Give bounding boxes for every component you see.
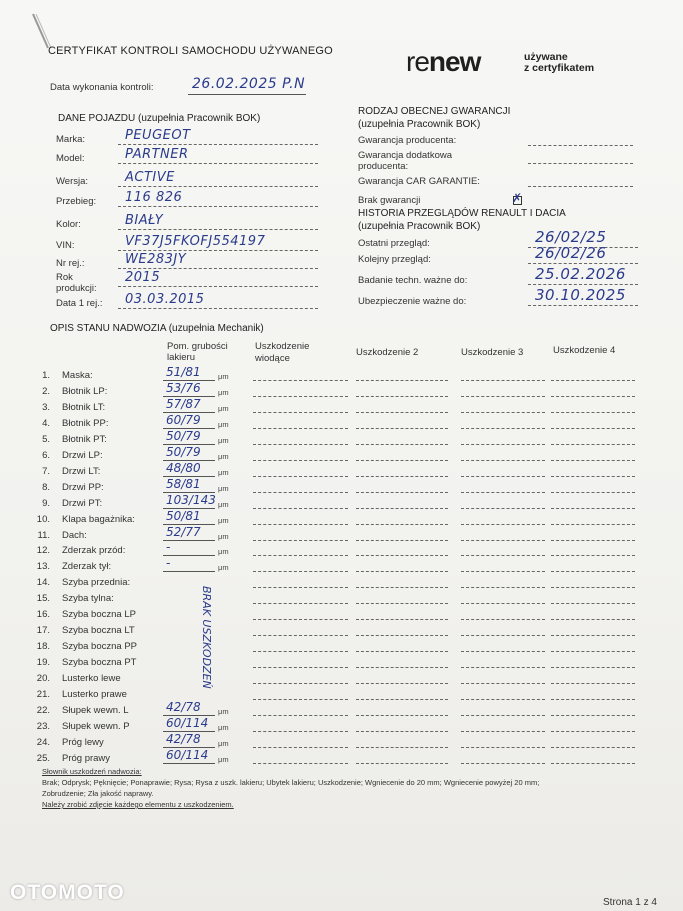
vehicle-field-line	[118, 163, 318, 164]
vehicle-section-title: DANE POJAZDU (uzupełnia Pracownik BOK)	[58, 113, 261, 124]
row-label: Lusterko prawe	[62, 689, 127, 700]
damage-1-line	[253, 571, 348, 572]
damage-4-line	[551, 619, 635, 620]
paint-thickness-value: 103/143	[166, 493, 216, 507]
row-label: Zderzak przód:	[62, 545, 126, 556]
unit-label: μm	[218, 372, 229, 381]
col-paint-header-1: Pom. grubości	[167, 341, 228, 352]
warranty-section-subtitle: (uzupełnia Pracownik BOK)	[358, 119, 481, 130]
damage-1-line	[253, 428, 348, 429]
row-label: Błotnik LT:	[62, 402, 106, 413]
damage-3-line	[461, 555, 545, 556]
damage-2-line	[356, 555, 448, 556]
damage-4-line	[551, 715, 635, 716]
damage-1-line	[253, 412, 348, 413]
damage-1-line	[253, 667, 348, 668]
vehicle-field-value: 2015	[125, 270, 161, 285]
damage-1-line	[253, 508, 348, 509]
damage-3-line	[461, 524, 545, 525]
unit-label: μm	[218, 516, 229, 525]
damage-4-line	[551, 460, 635, 461]
damage-2-line	[356, 603, 448, 604]
row-number: 6.	[42, 450, 50, 461]
damage-4-line	[551, 683, 635, 684]
history-value: 26/02/26	[535, 244, 607, 262]
damage-2-line	[356, 492, 448, 493]
vehicle-field-label: Przebieg:	[56, 196, 97, 207]
damage-3-line	[461, 651, 545, 652]
damage-2-line	[356, 476, 448, 477]
damage-3-line	[461, 603, 545, 604]
damage-4-line	[551, 396, 635, 397]
row-label: Słupek wewn. P	[62, 721, 130, 732]
warranty-line	[528, 163, 633, 164]
damage-3-line	[461, 683, 545, 684]
damage-4-line	[551, 380, 635, 381]
damage-1-line	[253, 715, 348, 716]
row-label: Drzwi PT:	[62, 498, 103, 509]
paint-line	[163, 763, 215, 764]
damage-4-line	[551, 603, 635, 604]
row-label: Drzwi LP:	[62, 450, 103, 461]
footnote-line-1: Brak; Odprysk; Pęknięcie; Ponaprawie; Rysa; Rysa z uszk. lakieru; Ubytek lakieru; Uszkodzenie; Wgniecenie do 20 mm; Wgniecenie powyżej 20 mm;	[42, 778, 540, 787]
warranty-section-title: RODZAJ OBECNEJ GWARANCJI	[358, 106, 511, 117]
history-label: Ostatni przegląd:	[358, 238, 430, 249]
unit-label: μm	[218, 404, 229, 413]
vehicle-field-label: Data 1 rej.:	[56, 298, 103, 309]
damage-3-line	[461, 508, 545, 509]
row-number: 12.	[36, 545, 50, 556]
unit-label: μm	[218, 452, 229, 461]
row-label: Szyba boczna PP	[62, 641, 137, 652]
damage-1-line	[253, 460, 348, 461]
damage-1-line	[253, 476, 348, 477]
paint-thickness-value: 58/81	[166, 477, 201, 491]
damage-2-line	[356, 540, 448, 541]
footnote-line-2: Zobrudzenie; Zła jakość naprawy.	[42, 789, 154, 798]
paint-thickness-value: 51/81	[166, 365, 201, 379]
paint-thickness-value: 42/78	[166, 700, 201, 714]
damage-2-line	[356, 396, 448, 397]
date-value: 26.02.2025 P.N	[192, 76, 306, 92]
paint-thickness-value: -	[166, 540, 171, 554]
damage-1-line	[253, 540, 348, 541]
damage-1-line	[253, 444, 348, 445]
damage-2-line	[356, 699, 448, 700]
row-label: Szyba boczna PT	[62, 657, 137, 668]
paint-thickness-value: 50/81	[166, 509, 201, 523]
row-number: 4.	[42, 418, 50, 429]
paint-thickness-value: 52/77	[166, 525, 201, 539]
row-number: 21.	[36, 689, 50, 700]
damage-4-line	[551, 476, 635, 477]
vehicle-field-label: Wersja:	[56, 176, 89, 187]
damage-1-line	[253, 619, 348, 620]
damage-3-line	[461, 380, 545, 381]
col-damage-3-header: Uszkodzenie 3	[461, 347, 524, 358]
damage-4-line	[551, 492, 635, 493]
unit-label: μm	[218, 468, 229, 477]
vehicle-field-line	[118, 268, 318, 269]
warranty-label: Gwarancja dodatkowa	[358, 150, 452, 161]
damage-1-line	[253, 587, 348, 588]
date-label: Data wykonania kontroli:	[50, 82, 154, 93]
history-value: 30.10.2025	[535, 286, 626, 304]
damage-3-line	[461, 492, 545, 493]
row-number: 19.	[36, 657, 50, 668]
row-number: 3.	[42, 402, 50, 413]
vehicle-field-line	[118, 308, 318, 309]
history-line	[528, 305, 638, 306]
damage-2-line	[356, 444, 448, 445]
logo-tagline-1: używane	[524, 51, 568, 63]
damage-2-line	[356, 524, 448, 525]
vehicle-field-label-2: produkcji:	[56, 283, 97, 294]
damage-4-line	[551, 763, 635, 764]
vehicle-field-value: VF37J5FKOFJ554197	[125, 234, 266, 249]
damage-2-line	[356, 683, 448, 684]
vehicle-field-value: PARTNER	[125, 147, 189, 162]
footnote-line-3: Należy zrobić zdjęcie każdego elementu z uszkodzeniem.	[42, 800, 234, 809]
damage-2-line	[356, 747, 448, 748]
vehicle-field-label: Nr rej.:	[56, 258, 85, 269]
damage-3-line	[461, 667, 545, 668]
damage-3-line	[461, 571, 545, 572]
warranty-label: Gwarancja producenta:	[358, 135, 457, 146]
damage-2-line	[356, 508, 448, 509]
unit-label: μm	[218, 723, 229, 732]
row-number: 25.	[36, 753, 50, 764]
damage-2-line	[356, 667, 448, 668]
damage-4-line	[551, 508, 635, 509]
row-label: Błotnik PP:	[62, 418, 109, 429]
row-label: Próg lewy	[62, 737, 104, 748]
warranty-label: Gwarancja CAR GARANTIE:	[358, 176, 480, 187]
vehicle-field-value: WE283JY	[125, 252, 187, 267]
damage-2-line	[356, 763, 448, 764]
row-label: Szyba przednia:	[62, 577, 131, 588]
damage-1-line	[253, 396, 348, 397]
row-number: 22.	[36, 705, 50, 716]
col-damage-2-header: Uszkodzenie 2	[356, 347, 419, 358]
damage-4-line	[551, 747, 635, 748]
paint-thickness-value: 53/76	[166, 381, 201, 395]
row-number: 11.	[37, 530, 50, 541]
paint-line	[163, 540, 215, 541]
damage-2-line	[356, 412, 448, 413]
damage-1-line	[253, 683, 348, 684]
paint-thickness-value: -	[166, 556, 171, 570]
row-label: Próg prawy	[62, 753, 111, 764]
damage-2-line	[356, 651, 448, 652]
logo-tagline	[524, 52, 594, 74]
paint-thickness-value: 50/79	[166, 429, 201, 443]
vehicle-field-value: PEUGEOT	[125, 128, 191, 143]
history-section-subtitle: (uzupełnia Pracownik BOK)	[358, 221, 481, 232]
date-underline	[188, 94, 306, 95]
vehicle-field-label: Rok	[56, 272, 73, 283]
damage-1-line	[253, 555, 348, 556]
row-label: Słupek wewn. L	[62, 705, 129, 716]
row-number: 23.	[36, 721, 50, 732]
damage-1-line	[253, 763, 348, 764]
col-damage-4-header: Uszkodzenie 4	[553, 345, 616, 356]
history-line	[528, 263, 638, 264]
row-label: Szyba tylna:	[62, 593, 114, 604]
damage-2-line	[356, 715, 448, 716]
unit-label: μm	[218, 420, 229, 429]
row-label: Maska:	[62, 370, 93, 381]
vehicle-field-line	[118, 250, 318, 251]
unit-label: μm	[218, 388, 229, 397]
damage-3-line	[461, 444, 545, 445]
damage-3-line	[461, 715, 545, 716]
row-number: 5.	[42, 434, 50, 445]
warranty-label: Brak gwarancji	[358, 195, 421, 206]
history-section-title: HISTORIA PRZEGLĄDÓW RENAULT I DACIA	[358, 208, 566, 219]
row-number: 1.	[42, 370, 50, 381]
unit-label: μm	[218, 563, 229, 572]
row-label: Lusterko lewe	[62, 673, 121, 684]
logo-tagline-2: z certyfikatem	[524, 62, 595, 74]
damage-3-line	[461, 476, 545, 477]
damage-3-line	[461, 428, 545, 429]
paint-thickness-value: 60/79	[166, 413, 201, 427]
logo-new: new	[428, 46, 481, 77]
history-label: Kolejny przegląd:	[358, 254, 431, 265]
vehicle-field-value: 03.03.2015	[125, 292, 205, 307]
row-number: 20.	[36, 673, 50, 684]
damage-4-line	[551, 412, 635, 413]
vehicle-field-value: BIAŁY	[125, 213, 164, 228]
vehicle-field-line	[118, 206, 318, 207]
damage-4-line	[551, 635, 635, 636]
damage-1-line	[253, 635, 348, 636]
vehicle-field-value: ACTIVE	[125, 170, 175, 185]
damage-4-line	[551, 667, 635, 668]
renew-logo	[406, 46, 480, 78]
history-line	[528, 284, 638, 285]
damage-4-line	[551, 651, 635, 652]
row-label: Klapa bagażnika:	[62, 514, 135, 525]
vehicle-field-label: Marka:	[56, 134, 86, 145]
vehicle-field-line	[118, 186, 318, 187]
damage-3-line	[461, 540, 545, 541]
row-label: Dach:	[62, 530, 87, 541]
damage-2-line	[356, 619, 448, 620]
damage-3-line	[461, 412, 545, 413]
damage-2-line	[356, 460, 448, 461]
paint-thickness-value: 48/80	[166, 461, 201, 475]
warranty-line	[528, 186, 633, 187]
damage-2-line	[356, 428, 448, 429]
damage-2-line	[356, 587, 448, 588]
vertical-note-text: BRAK USZKODZEŃ	[200, 586, 213, 689]
warranty-line	[528, 145, 633, 146]
damage-3-line	[461, 763, 545, 764]
row-label: Zderzak tył:	[62, 561, 112, 572]
damage-3-line	[461, 460, 545, 461]
row-label: Błotnik PT:	[62, 434, 107, 445]
footnote-title: Słownik uszkodzeń nadwozia:	[42, 767, 142, 776]
damage-4-line	[551, 699, 635, 700]
body-section-title: OPIS STANU NADWOZIA (uzupełnia Mechanik)	[50, 323, 264, 334]
row-number: 15.	[36, 593, 50, 604]
damage-4-line	[551, 555, 635, 556]
damage-2-line	[356, 380, 448, 381]
unit-label: μm	[218, 547, 229, 556]
vehicle-field-line	[118, 229, 318, 230]
row-number: 18.	[36, 641, 50, 652]
unit-label: μm	[218, 500, 229, 509]
history-value: 26/02/25	[535, 228, 607, 246]
vehicle-field-value: 116 826	[125, 190, 183, 205]
row-label: Szyba boczna LP	[62, 609, 136, 620]
row-number: 8.	[42, 482, 50, 493]
damage-1-line	[253, 492, 348, 493]
paint-thickness-value: 60/114	[166, 748, 209, 762]
vehicle-field-line	[118, 144, 318, 145]
unit-label: μm	[218, 707, 229, 716]
damage-4-line	[551, 587, 635, 588]
row-label: Drzwi LT:	[62, 466, 101, 477]
damage-1-line	[253, 731, 348, 732]
col-damage-1-header-2: wiodące	[255, 353, 290, 364]
paint-thickness-value: 42/78	[166, 732, 201, 746]
col-paint-header-2: lakieru	[167, 352, 195, 363]
row-number: 17.	[36, 625, 50, 636]
unit-label: μm	[218, 532, 229, 541]
row-number: 24.	[36, 737, 50, 748]
history-label: Badanie techn. ważne do:	[358, 275, 468, 286]
col-damage-1-header: Uszkodzenie	[255, 341, 310, 352]
damage-3-line	[461, 619, 545, 620]
damage-2-line	[356, 731, 448, 732]
warranty-label-2: producenta:	[358, 161, 409, 172]
row-number: 7.	[42, 466, 50, 477]
damage-3-line	[461, 635, 545, 636]
row-label: Drzwi PP:	[62, 482, 104, 493]
damage-2-line	[356, 635, 448, 636]
damage-3-line	[461, 699, 545, 700]
damage-4-line	[551, 444, 635, 445]
page-number: Strona 1 z 4	[603, 897, 657, 908]
row-number: 10.	[36, 514, 50, 525]
paint-thickness-value: 60/114	[166, 716, 209, 730]
damage-2-line	[356, 571, 448, 572]
damage-3-line	[461, 396, 545, 397]
checkbox-mark: ✗	[512, 191, 523, 205]
damage-4-line	[551, 428, 635, 429]
damage-3-line	[461, 587, 545, 588]
unit-label: μm	[218, 739, 229, 748]
vehicle-field-label: Model:	[56, 153, 85, 164]
paint-line	[163, 571, 215, 572]
unit-label: μm	[218, 755, 229, 764]
row-number: 14.	[36, 577, 50, 588]
row-label: Błotnik LP:	[62, 386, 108, 397]
row-label: Szyba boczna LT	[62, 625, 135, 636]
logo-re: re	[406, 46, 429, 77]
row-number: 9.	[42, 498, 50, 509]
paint-thickness-value: 50/79	[166, 445, 201, 459]
damage-1-line	[253, 380, 348, 381]
history-label: Ubezpieczenie ważne do:	[358, 296, 467, 307]
paint-thickness-value: 57/87	[166, 397, 201, 411]
damage-4-line	[551, 571, 635, 572]
damage-1-line	[253, 651, 348, 652]
damage-4-line	[551, 540, 635, 541]
vehicle-field-line	[118, 286, 318, 287]
damage-3-line	[461, 747, 545, 748]
row-number: 13.	[36, 561, 50, 572]
vehicle-field-label: Kolor:	[56, 219, 81, 230]
otomoto-watermark: OTOMOTO	[10, 881, 125, 904]
document-title: CERTYFIKAT KONTROLI SAMOCHODU UŻYWANEGO	[48, 45, 333, 57]
row-number: 2.	[42, 386, 50, 397]
damage-1-line	[253, 603, 348, 604]
unit-label: μm	[218, 436, 229, 445]
damage-1-line	[253, 699, 348, 700]
vehicle-field-label: VIN:	[56, 240, 75, 251]
row-number: 16.	[36, 609, 50, 620]
damage-3-line	[461, 731, 545, 732]
unit-label: μm	[218, 484, 229, 493]
history-value: 25.02.2026	[535, 265, 626, 283]
damage-4-line	[551, 731, 635, 732]
damage-4-line	[551, 524, 635, 525]
damage-1-line	[253, 747, 348, 748]
damage-1-line	[253, 524, 348, 525]
paint-line	[163, 555, 215, 556]
